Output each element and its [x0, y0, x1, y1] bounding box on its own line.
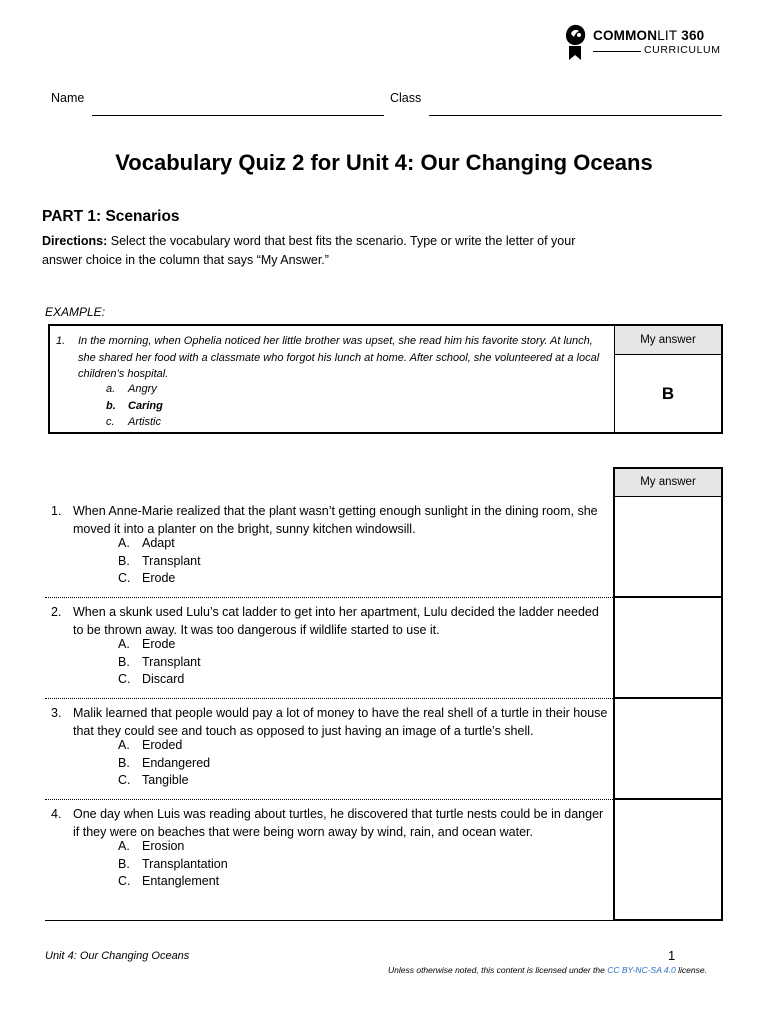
option-text: Entanglement — [142, 874, 220, 888]
option-letter: A. — [118, 738, 130, 752]
question-number: 4. — [51, 807, 62, 821]
question-number: 3. — [51, 706, 62, 720]
footer-unit: Unit 4: Our Changing Oceans — [45, 950, 190, 962]
answer-option — [118, 535, 201, 553]
example-question — [50, 326, 615, 432]
question-options — [118, 535, 201, 588]
answer-option — [118, 553, 201, 571]
answer-box[interactable] — [613, 800, 723, 921]
example-table — [48, 324, 723, 434]
option-letter: A. — [118, 839, 130, 853]
license-post: license. — [675, 965, 707, 975]
answer-option — [118, 737, 210, 755]
option-letter: B. — [118, 856, 130, 871]
logo-subtitle: CURRICULUM — [644, 44, 721, 56]
part-title: PART 1: Scenarios — [42, 208, 180, 225]
option-letter: A. — [118, 536, 130, 550]
option-text: Angry — [128, 383, 157, 395]
option-letter: B. — [118, 654, 130, 669]
answer-option — [118, 873, 228, 891]
option-text: Eroded — [142, 738, 183, 752]
answer-box-divider — [613, 919, 723, 921]
option-text: Transplantation — [142, 856, 228, 871]
option-letter: B. — [118, 755, 130, 770]
question-text: One day when Luis was reading about turtles, he discovered that turtle nests could be in danger if they were on beaches that were being worn away by wind, rain, and ocean water. — [73, 807, 604, 839]
question-number: 1. — [51, 504, 62, 518]
option-text: Artistic — [128, 416, 161, 428]
option-letter: c. — [106, 416, 115, 428]
answer-box[interactable] — [613, 598, 723, 699]
answer-option — [118, 570, 201, 588]
example-text: In the morning, when Ophelia noticed her little brother was upset, she read him his favorite story. At lunch, she shared her food with a classmate who forgot his lunch at home. After school, she volunteered at a local children’s hospital. — [78, 335, 600, 380]
question-text: Malik learned that people would pay a lot of money to have the real shell of a turtle in their house that they could see and touch as opposed to just having an image of a turtle’s shell. — [73, 706, 608, 738]
question-options — [118, 636, 201, 689]
example-number: 1. — [56, 335, 66, 347]
example-option — [106, 398, 163, 415]
answer-option — [118, 772, 210, 790]
name-field[interactable] — [92, 114, 384, 116]
question-options — [118, 737, 210, 790]
question-text: When a skunk used Lulu’s cat ladder to get into her apartment, Lulu decided the ladder needed to be thrown away. It was too dangerous if wildlife started to use it. — [73, 605, 599, 637]
answer-option — [118, 654, 201, 672]
option-text: Transplant — [142, 553, 201, 568]
option-text: Tangible — [142, 773, 189, 787]
question-body — [45, 497, 613, 598]
option-letter: b. — [106, 399, 116, 412]
answer-option — [118, 636, 201, 654]
option-letter: B. — [118, 553, 130, 568]
answer-option — [118, 856, 228, 874]
option-text: Erode — [142, 637, 176, 651]
commonlit-logo — [562, 22, 732, 62]
question-row — [45, 800, 723, 921]
question-text: When Anne-Marie realized that the plant wasn’t getting enough sunlight in the dining room, she moved it into a planter on the bright, sunny kitchen windowsill. — [73, 504, 598, 536]
option-text: Erode — [142, 571, 176, 585]
option-text: Transplant — [142, 654, 201, 669]
question-options — [118, 838, 228, 891]
option-text: Discard — [142, 672, 185, 686]
logo-rule — [593, 51, 641, 52]
class-label: Class — [390, 91, 422, 105]
row-divider — [45, 920, 613, 921]
answer-column-header: My answer — [613, 467, 723, 497]
question-number: 2. — [51, 605, 62, 619]
license-notice — [388, 965, 707, 975]
answer-box[interactable] — [613, 699, 723, 800]
logo-brand-text: COMMONLIT 360 — [593, 28, 705, 43]
option-letter: A. — [118, 637, 130, 651]
option-text: Caring — [128, 399, 163, 412]
answer-option — [118, 755, 210, 773]
example-answer-header: My answer — [615, 326, 721, 355]
example-options — [106, 381, 163, 431]
directions-text: Select the vocabulary word that best fits the scenario. Type or write the letter of your answer choice in the column that says “My Answer.” — [42, 234, 576, 267]
name-label: Name — [51, 91, 85, 105]
page-number: 1 — [668, 948, 676, 963]
question-row — [45, 598, 723, 699]
directions-label: Directions: — [42, 234, 108, 248]
answer-option — [118, 838, 228, 856]
answer-option — [118, 671, 201, 689]
answer-box[interactable] — [613, 497, 723, 598]
commonlit-owl-icon — [562, 22, 588, 62]
option-letter: C. — [118, 672, 131, 686]
directions — [42, 232, 602, 270]
license-pre: Unless otherwise noted, this content is licensed under the — [388, 965, 608, 975]
option-text: Endangered — [142, 755, 211, 770]
question-row — [45, 497, 723, 598]
example-label: EXAMPLE: — [45, 305, 106, 319]
example-option — [106, 381, 163, 398]
question-row — [45, 699, 723, 800]
option-letter: C. — [118, 874, 131, 888]
option-letter: a. — [106, 383, 116, 395]
example-answer: B — [661, 384, 675, 403]
page-title: Vocabulary Quiz 2 for Unit 4: Our Changing Oceans — [115, 150, 653, 175]
option-text: Erosion — [142, 839, 185, 853]
question-body — [45, 598, 613, 699]
question-body — [45, 699, 613, 800]
license-link[interactable]: CC BY-NC-SA 4.0 — [607, 965, 676, 975]
option-letter: C. — [118, 773, 131, 787]
question-body — [45, 800, 613, 921]
class-field[interactable] — [429, 114, 722, 116]
example-option — [106, 414, 163, 431]
option-letter: C. — [118, 571, 131, 585]
option-text: Adapt — [142, 536, 175, 550]
